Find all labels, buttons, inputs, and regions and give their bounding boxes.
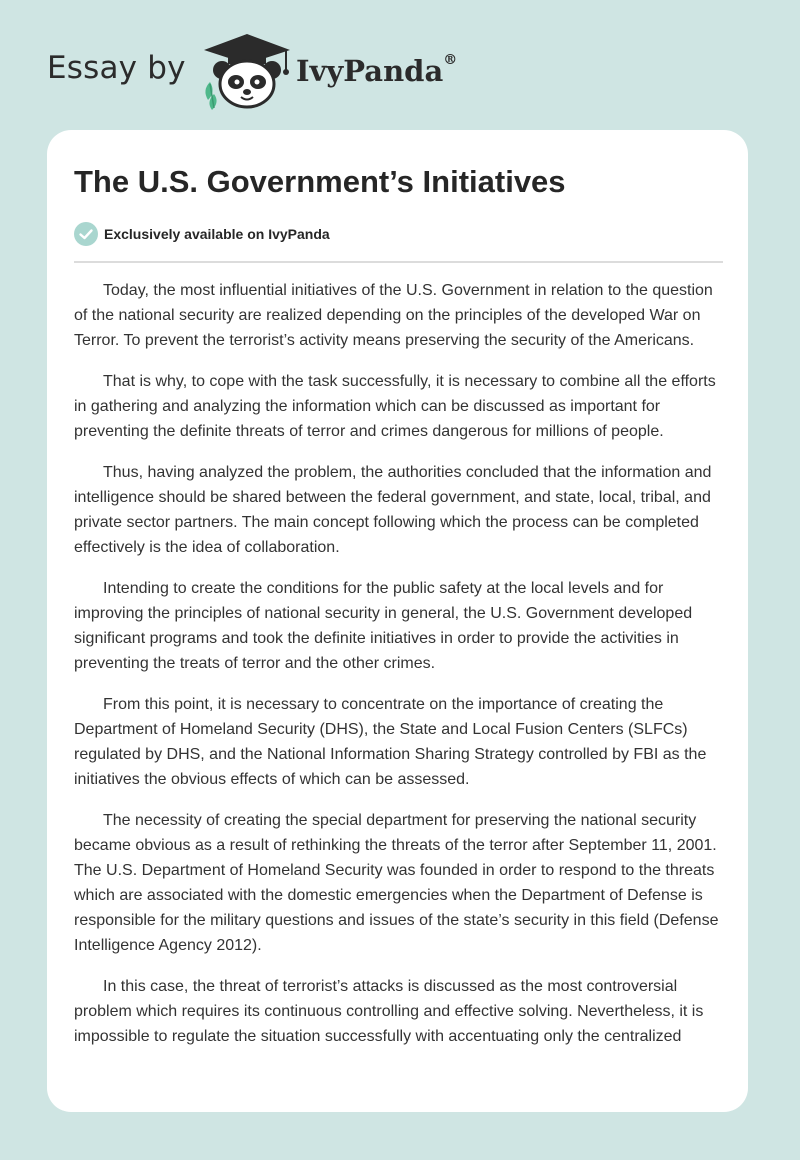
graduate-panda-logo-icon[interactable] — [200, 32, 294, 110]
brand-name[interactable]: IvyPanda® — [296, 52, 458, 88]
site-header — [0, 0, 800, 130]
essay-body — [74, 278, 724, 1065]
title-divider — [74, 261, 723, 263]
paragraph: From this point, it is necessary to concentrate on the importance of creating the Department of Homeland Security (DHS), the State and Local Fusion Centers (SLFCs) regulated by DHS, and the National Information Sharing Strategy controlled by FBI as the initiatives the obvious effects of which can be assessed. — [74, 696, 707, 788]
paragraph: Intending to create the conditions for the public safety at the local levels and for improving the principles of national security in general, the U.S. Government developed significant programs and took the definite initiatives in order to provide the activities in preventing the treats of terror and the other crimes. — [74, 580, 693, 672]
paragraph: In this case, the threat of terrorist’s attacks is discussed as the most controversial problem which requires its continuous controlling and effective solving. Nevertheless, it is impossible to regulate the situation successfully with accentuating only the centralized — [74, 978, 704, 1045]
paragraph: Thus, having analyzed the problem, the authorities concluded that the information and intelligence should be shared between the federal government, and state, local, tribal, and private sector partners. The main concept following which the process can be completed effectively is the idea of collaboration. — [74, 464, 712, 556]
exclusive-badge — [74, 222, 330, 246]
check-circle-icon — [74, 222, 98, 246]
essay-card — [47, 130, 748, 1112]
paragraph: That is why, to cope with the task successfully, it is necessary to combine all the efforts in gathering and analyzing the information which can be discussed as important for preventing the definite threats of terror and crimes dangerous for millions of people. — [74, 373, 716, 440]
essay-title: The U.S. Government’s Initiatives — [74, 164, 566, 199]
paragraph: The necessity of creating the special department for preserving the national security became obvious as a result of rethinking the threats of the terror after September 11, 2001. The U.S. Department of Homeland Security was founded in order to respond to the threats which are associated with the domestic emergencies when the Department of Defense is responsible for the military questions and issues of the state’s security in this field (Defense Intelligence Agency 2012). — [74, 812, 719, 954]
exclusive-badge-label: Exclusively available on IvyPanda — [104, 226, 330, 242]
essay-by-label: Essay by — [47, 50, 186, 86]
paragraph: Today, the most influential initiatives of the U.S. Government in relation to the question of the national security are realized depending on the principles of the developed War on Terror. To prevent the terrorist’s activity means preserving the security of the Americans. — [74, 282, 713, 349]
